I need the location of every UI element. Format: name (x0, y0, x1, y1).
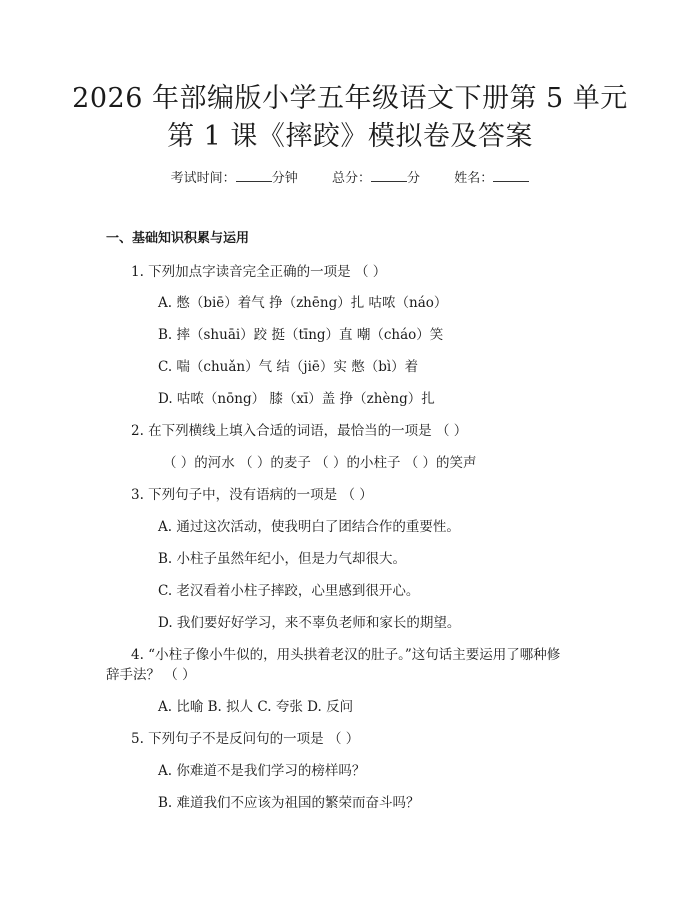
doc-title-line1: 2026 年部编版小学五年级语文下册第 5 单元 (72, 83, 628, 114)
question-1-option-b: B. 摔（shuāi）跤 挺（tīng）直 嘲（cháo）笑 (158, 327, 444, 343)
name-label: 姓名： (454, 171, 494, 186)
question-3-option-c: C. 老汉看着小柱子摔跤，心里感到很开心。 (158, 583, 420, 599)
section-heading: 一、基础知识积累与运用 (106, 231, 250, 246)
question-3-stem: 3. 下列句子中，没有语病的一项是 （ ） (131, 487, 373, 503)
question-1-option-c: C. 喘（chuǎn）气 结（jiē）实 憋（bì）着 (158, 359, 419, 375)
doc-title-line2: 第 1 课《摔跤》模拟卷及答案 (167, 121, 533, 152)
question-4-stem-line2: 辞手法？ （ ） (106, 667, 196, 683)
question-2-stem: 2. 在下列横线上填入合适的词语，最恰当的一项是 （ ） (131, 423, 468, 439)
question-5-stem: 5. 下列句子不是反问句的一项是 （ ） (131, 731, 360, 747)
question-3-option-b: B. 小柱子虽然年纪小，但是力气却很大。 (158, 551, 407, 567)
question-4-options: A. 比喻 B. 拟人 C. 夸张 D. 反问 (158, 699, 354, 715)
score-label: 总分： (331, 171, 371, 186)
question-1-option-d: D. 咕哝（nōng） 膝（xī）盖 挣（zhèng）扎 (158, 391, 435, 407)
question-2-fill-blanks: （ ）的河水 （ ）的麦子 （ ）的小柱子 （ ）的笑声 (163, 455, 477, 471)
question-3-option-d: D. 我们要好好学习，来不辜负老师和家长的期望。 (158, 615, 461, 631)
question-1-option-a: A. 憋（biē）着气 挣（zhēng）扎 咕哝（náo） (158, 295, 448, 311)
question-4-stem-line1: 4. “小柱子像小牛似的，用头拱着老汉的肚子。”这句话主要运用了哪种修 (131, 647, 561, 663)
question-5-option-b: B. 难道我们不应该为祖国的繁荣而奋斗吗？ (158, 795, 420, 811)
exam-time-blank (236, 167, 272, 182)
score-unit: 分 (407, 171, 421, 186)
exam-meta (0, 167, 700, 189)
exam-time-unit: 分钟 (271, 171, 298, 186)
question-1-stem: 1. 下列加点字读音完全正确的一项是 （ ） (131, 264, 387, 280)
score-blank (371, 167, 407, 182)
name-blank (493, 167, 529, 182)
exam-time-label: 考试时间： (170, 171, 236, 186)
question-3-option-a: A. 通过这次活动，使我明白了团结合作的重要性。 (158, 519, 460, 535)
question-5-option-a: A. 你难道不是我们学习的榜样吗？ (158, 763, 366, 779)
